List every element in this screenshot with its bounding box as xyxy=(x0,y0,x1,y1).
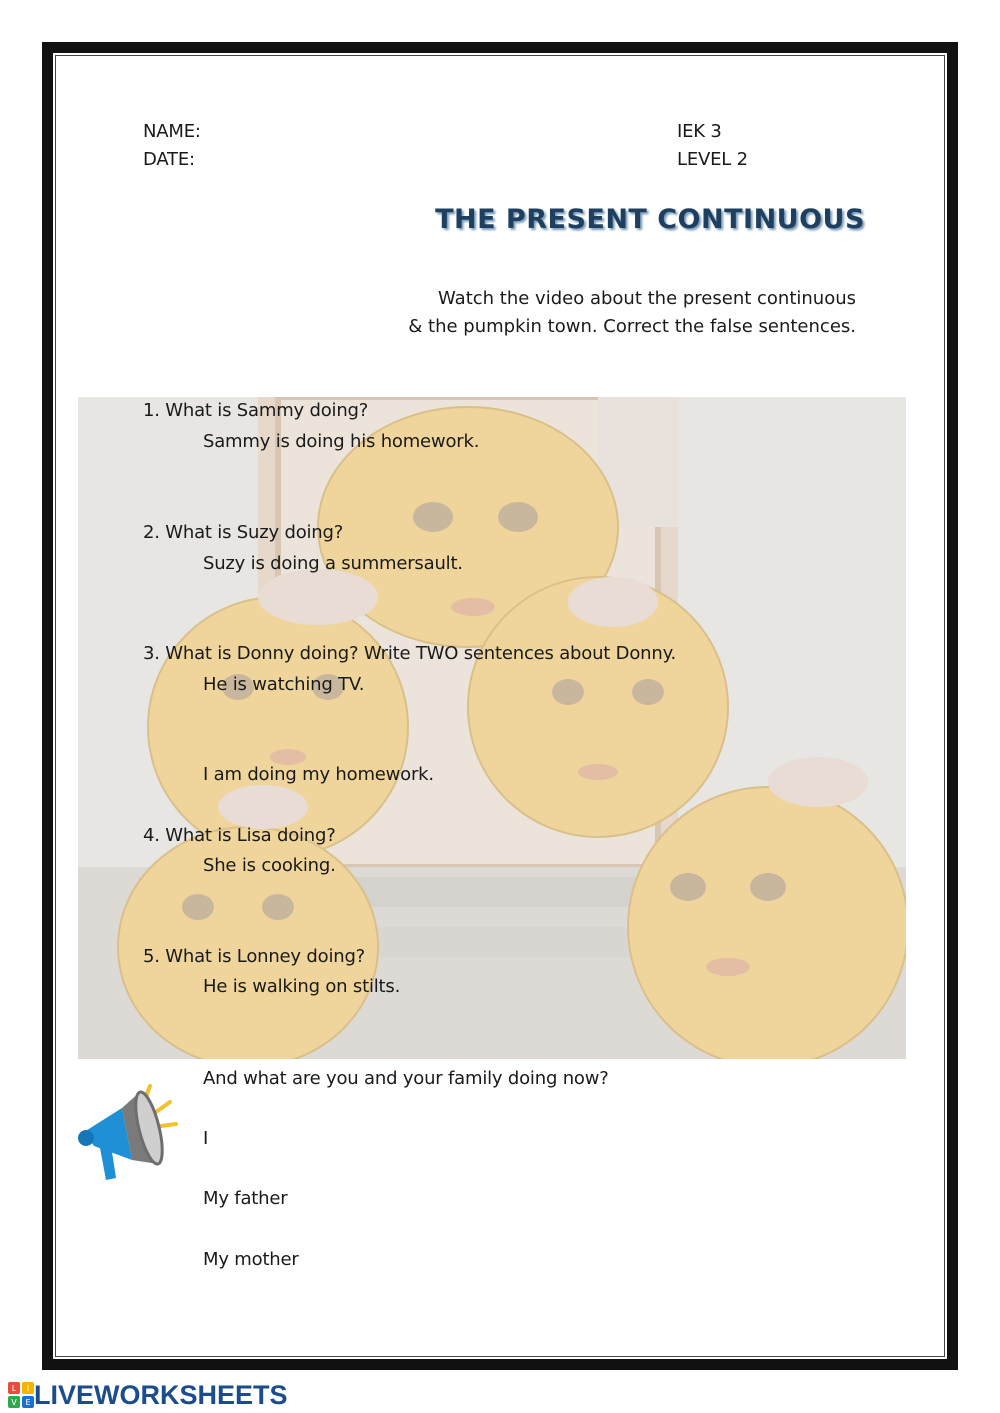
question-1: 1. What is Sammy doing? xyxy=(143,400,369,421)
family-prompt: And what are you and your family doing now? xyxy=(203,1068,609,1089)
answer-2: Suzy is doing a summersault. xyxy=(203,553,463,574)
question-3: 3. What is Donny doing? Write TWO sentences about Donny. xyxy=(143,643,676,664)
answer-1: Sammy is doing his homework. xyxy=(203,431,480,452)
date-label: DATE: xyxy=(143,149,195,170)
course-label: IEK 3 xyxy=(677,121,722,142)
family-line-father: My father xyxy=(203,1188,288,1209)
question-2: 2. What is Suzy doing? xyxy=(143,522,344,543)
question-5: 5. What is Lonney doing? xyxy=(143,946,366,967)
logo-letter: L xyxy=(11,1384,17,1393)
liveworksheets-logo-icon xyxy=(8,1382,34,1408)
instructions-line-2: & the pumpkin town. Correct the false sentences. xyxy=(408,316,856,337)
level-label: LEVEL 2 xyxy=(677,149,748,170)
megaphone-icon xyxy=(76,1080,180,1184)
liveworksheets-logo[interactable] xyxy=(8,1381,288,1409)
logo-letter: V xyxy=(11,1398,17,1407)
instructions-line-1: Watch the video about the present continuous xyxy=(438,288,856,309)
name-label: NAME: xyxy=(143,121,201,142)
question-4: 4. What is Lisa doing? xyxy=(143,825,336,846)
family-line-i: I xyxy=(203,1128,209,1149)
liveworksheets-brand: LIVEWORKSHEETS xyxy=(34,1379,288,1410)
answer-3b: I am doing my homework. xyxy=(203,764,434,785)
worksheet-title: THE PRESENT CONTINUOUS xyxy=(435,204,865,235)
answer-5: He is walking on stilts. xyxy=(203,976,401,997)
answer-4: She is cooking. xyxy=(203,855,336,876)
answer-3a: He is watching TV. xyxy=(203,674,365,695)
logo-letter: E xyxy=(25,1398,31,1407)
family-line-mother: My mother xyxy=(203,1249,299,1270)
logo-letter: I xyxy=(26,1384,30,1393)
